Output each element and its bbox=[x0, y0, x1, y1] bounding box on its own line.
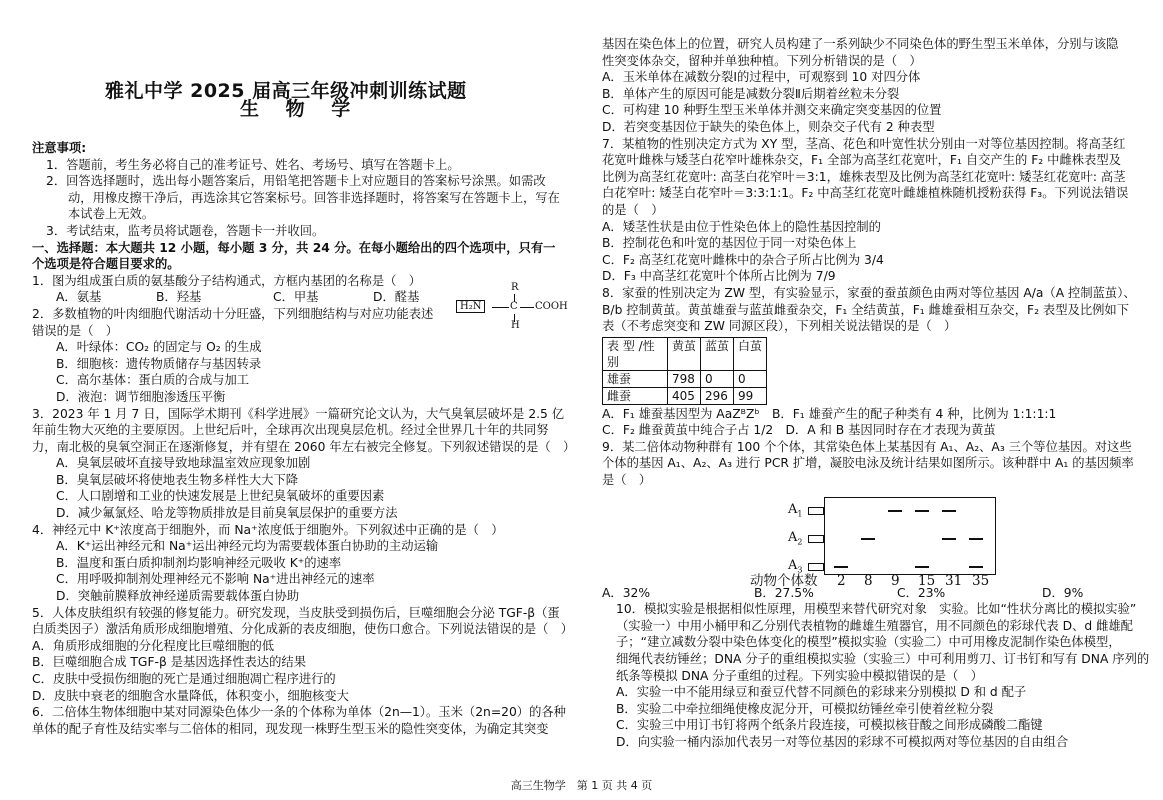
text-line: 年前生物大灭绝的主要原因。上世纪后叶，全球再次出现臭层危机。经过全世界几十年的共同努 bbox=[32, 423, 549, 438]
arrow-icon bbox=[808, 507, 824, 515]
chem-cooh: COOH bbox=[535, 301, 568, 312]
page-footer: 高三生物学 第 1 页 共 4 页 bbox=[510, 779, 653, 792]
text-line: A．角质形成细胞的分化程度比巨噬细胞的低 bbox=[32, 638, 275, 653]
table-cell: 雄蚕 bbox=[603, 370, 668, 387]
exam-title: 雅礼中学 2025 届高三年级冲刺训练试题 bbox=[105, 80, 467, 102]
text-line: B．单体产生的原因可能是减数分裂Ⅱ后期着丝粒未分裂 bbox=[602, 86, 900, 101]
allele-label: $A_2$ bbox=[788, 529, 803, 547]
chem-r: R bbox=[511, 282, 519, 293]
exam-subject: 生 物 学 bbox=[240, 98, 361, 120]
questions-6-8 bbox=[602, 36, 1147, 335]
bond bbox=[492, 307, 509, 308]
text-line: 10．模拟实验是根据相似性原理，用模型来替代研究对象 实验。比如“性状分离比的模拟实验” bbox=[616, 602, 1137, 617]
text-line: 的是（ ） bbox=[602, 202, 664, 217]
right-column bbox=[602, 36, 1150, 751]
table-cell: 798 bbox=[668, 370, 701, 387]
text-line: 1．答题前，考生务必将自己的准考证号、姓名、考场号、填写在答题卡上。 bbox=[46, 157, 460, 172]
gel-band bbox=[861, 538, 875, 540]
q9-options bbox=[602, 585, 1147, 602]
count-label: 35 bbox=[972, 572, 990, 589]
gel-band bbox=[942, 538, 956, 540]
text-line: D．F₃ 中高茎红花宽叶个体所占比例为 7/9 bbox=[602, 269, 836, 284]
text-line: 本试卷上无效。 bbox=[68, 207, 155, 222]
text-line: C．F₂ 雌蚕黄茧中纯合子占 1/2 D．A 和 B 基因同时存在才表现为黄茧 bbox=[602, 423, 996, 438]
text-line: B．控制花色和叶宽的基因位于同一对染色体上 bbox=[602, 236, 857, 251]
bond bbox=[520, 307, 534, 308]
table-row bbox=[603, 370, 767, 387]
option: D．醛基 bbox=[373, 290, 420, 305]
chem-h2n-box: H₂N bbox=[456, 300, 485, 313]
amino-acid-structure-figure bbox=[452, 282, 568, 332]
table-row bbox=[603, 387, 767, 404]
option: B．27.5% bbox=[754, 585, 814, 600]
allele-label: $A_1$ bbox=[788, 501, 803, 519]
chem-c: C bbox=[510, 301, 518, 312]
gel-band bbox=[834, 566, 848, 568]
gel-band bbox=[915, 510, 929, 512]
table-header-cell: 黄茧 bbox=[668, 337, 701, 370]
text-line: A．实验一中不能用绿豆和蚕豆代替不同颜色的彩球来分别模拟 D 和 d 配子 bbox=[616, 685, 1027, 700]
gel-band bbox=[915, 566, 929, 568]
text-line: C．人口剧增和工业的快速发展是上世纪臭氧破坏的重要因素 bbox=[56, 489, 385, 504]
gel-electrophoresis-figure bbox=[602, 489, 1147, 589]
text-line: 3．2023 年 1 月 7 日，国际学术期刊《科学进展》一篇研究论文认为，大气臭氧层破坏是 2.5 亿 bbox=[32, 406, 565, 421]
table-cell: 99 bbox=[734, 387, 767, 404]
text-line: B．巨噬细胞合成 TGF-β 是基因选择性表达的结果 bbox=[32, 655, 306, 670]
count-label: 15 bbox=[918, 572, 936, 589]
text-line: A．叶绿体：CO₂ 的固定与 O₂ 的生成 bbox=[56, 340, 262, 355]
text-line: 2．多数植物的叶肉细胞代谢活动十分旺盛，下列细胞结构与对应功能表述 bbox=[32, 306, 434, 321]
option: C．23% bbox=[897, 585, 946, 600]
text-line: D．若突变基因位于缺失的染色体上，则杂交子代有 2 种表型 bbox=[602, 119, 935, 134]
text-line: B．温度和蛋白质抑制剂均影响神经元吸收 K⁺的速率 bbox=[56, 555, 342, 570]
text-line: 白花窄叶: 矮茎白花窄叶＝3:3:1:1。F₂ 中高茎红花宽叶雌雄植株随机授粉获得 F₃。下列说法错误 bbox=[602, 186, 1129, 201]
text-line: C．实验三中用订书钉将两个纸条片段连接，可模拟核苷酸之间形成磷酸二酯键 bbox=[616, 718, 1043, 733]
chem-h: H bbox=[511, 320, 520, 331]
table-cell: 0 bbox=[734, 370, 767, 387]
text-line: C．用呼吸抑制剂处理神经元不影响 Na⁺进出神经元的速率 bbox=[56, 572, 375, 587]
text-line: 错误的是（ ） bbox=[32, 323, 119, 338]
left-column bbox=[32, 140, 577, 737]
text-line: 6．二倍体生物体细胞中某对同源染色体少一条的个体称为单体（2n—1）。玉米（2n=20）的各种 bbox=[32, 705, 566, 720]
text-line: C．高尔基体：蛋白质的合成与加工 bbox=[56, 373, 250, 388]
text-line: D．皮肤中衰老的细胞含水量降低，体积变小，细胞核变大 bbox=[32, 688, 349, 703]
count-label: 31 bbox=[945, 572, 963, 589]
text-line: 表（不考虑突变和 ZW 同源区段），下列相关说法错误的是（ ） bbox=[602, 319, 957, 334]
text-line: C．F₂ 高茎红花宽叶雌株中的杂合子所占比例为 3/4 bbox=[602, 252, 884, 267]
table-cell: 296 bbox=[701, 387, 734, 404]
allele-label: $A_3$ bbox=[788, 557, 803, 575]
text-line: A．臭氧层破坏直接导致地球温室效应现象加剧 bbox=[56, 456, 311, 471]
text-line: 4．神经元中 K⁺浓度高于细胞外，而 Na⁺浓度低于细胞外。下列叙述中正确的是（ ） bbox=[32, 522, 504, 537]
text-line: 力，南北极的臭氧空洞正在逐渐修复，并有望在 2060 年左右被完全修复。下列叙述错误的是（ ） bbox=[32, 439, 576, 454]
text-line: 纸条等模拟 DNA 分子重组的过程。下列实验中模拟错误的是（ ） bbox=[616, 668, 983, 683]
text-line: 基因在染色体上的位置，研究人员构建了一系列缺少不同染色体的野生型玉米单体，分别与该隐 bbox=[602, 37, 1119, 51]
text-line: A．K⁺运出神经元和 Na⁺运出神经元均为需要载体蛋白协助的主动运输 bbox=[56, 539, 439, 554]
table-header-cell: 白茧 bbox=[734, 337, 767, 370]
text-line: B．臭氧层破坏将使地表生物多样性大大下降 bbox=[56, 472, 299, 487]
gel-box bbox=[824, 497, 996, 575]
text-line: 2．回答选择题时，选出每小题答案后，用铅笔把答题卡上对应题目的答案标号涂黑。如需改 bbox=[46, 174, 546, 189]
text-line: D．减少氟氯烃、哈龙等物质排放是目前臭氧层保护的重要方法 bbox=[56, 506, 398, 521]
text-line: 个体的基因 A₁、A₂、A₃ 进行 PCR 扩增，凝胶电泳及统计结果如图所示。该种群中 A₁ 的基因频率 bbox=[602, 456, 1134, 471]
text-line: 一、选择题：本大题共 12 小题，每小题 3 分，共 24 分。在每小题给出的四个选项中，只有一 bbox=[32, 240, 556, 255]
text-line: 5．人体皮肤组织有较强的修复能力。研究发现，当皮肤受到损伤后，巨噬细胞会分泌 TGF-β（蛋 bbox=[32, 605, 560, 620]
table-cell: 0 bbox=[701, 370, 734, 387]
text-line: 细绳代表纺锤丝；DNA 分子的重组模拟实验（实验三）中可利用剪刀、订书钉和写有 DNA 序列的 bbox=[616, 652, 1150, 667]
gel-band bbox=[942, 510, 956, 512]
text-line: （实验一）中用小桶甲和乙分别代表植物的雌雄生殖器官，用不同颜色的彩球代表 D、d 雌雄配 bbox=[616, 618, 1133, 633]
text-line: A．玉米单体在减数分裂Ⅰ的过程中，可观察到 10 对四分体 bbox=[602, 70, 921, 85]
text-line: A．矮茎性状是由位于性染色体上的隐性基因控制的 bbox=[602, 219, 881, 234]
option: C．甲基 bbox=[273, 290, 319, 305]
text-line: B．细胞核：遗传物质储存与基因转录 bbox=[56, 356, 262, 371]
text-line: 花宽叶雌株与矮茎白花窄叶雄株杂交，F₁ 全部为高茎红花宽叶，F₁ 自交产生的 F₂ 中雌株表型及 bbox=[602, 153, 1121, 168]
text-line: 个选项是符合题目要求的。 bbox=[32, 257, 180, 272]
text-line: A．F₁ 雄蚕基因型为 AaZᴮZᵇ B．F₁ 雄蚕产生的配子种类有 4 种，比例为 1:1:1:1 bbox=[602, 406, 1057, 421]
text-line: D．液泡：调节细胞渗透压平衡 bbox=[56, 389, 226, 404]
option: A．氨基 bbox=[56, 290, 102, 305]
text-line: 比例为高茎红花宽叶: 高茎白花窄叶＝3:1，雄株表型及比例为高茎红花宽叶: 矮茎红花宽叶: 高茎 bbox=[602, 169, 1126, 184]
count-label: 8 bbox=[864, 572, 873, 589]
table-header-cell: 表 型 /性别 bbox=[603, 337, 668, 370]
text-line: 1．图为组成蛋白质的氨基酸分子结构通式，方框内基团的名称是（ ） bbox=[32, 273, 422, 288]
text-line: 8．家蚕的性别决定为 ZW 型，有实验显示，家蚕的蚕茧颜色由两对等位基因 A/a（A 控制蓝茧）、 bbox=[602, 285, 1136, 300]
text-line: 白质类因子）激活角质形成细胞增殖、分化成新的表皮细胞，使伤口愈合。下列说法错误的是（ ） bbox=[32, 622, 574, 637]
option: D．9% bbox=[1042, 585, 1084, 600]
table-header-cell: 蓝茧 bbox=[701, 337, 734, 370]
text-line: 注意事项: bbox=[32, 141, 87, 155]
count-label: 9 bbox=[891, 572, 900, 589]
text-line: C．可构建 10 种野生型玉米单体并测交来确定突变基因的位置 bbox=[602, 103, 942, 118]
text-line: C．皮肤中受损伤细胞的死亡是通过细胞凋亡程序进行的 bbox=[32, 672, 336, 686]
text-line: 性突变体杂交，留种并单独种植。下列分析错误的是（ ） bbox=[602, 53, 922, 68]
question-10 bbox=[602, 601, 1150, 750]
silkworm-table bbox=[602, 337, 767, 405]
table-header-row bbox=[603, 337, 767, 370]
text-line: 子；“建立减数分裂中染色体变化的模型”模拟实验（实验二）中可用橡皮泥制作染色体模型， bbox=[616, 635, 1121, 650]
arrow-icon bbox=[808, 535, 824, 543]
text-line: 单体的配子育性及结实率与二倍体的相同，现发现一株野生型玉米的隐性突变体，为确定其突变 bbox=[32, 721, 549, 736]
arrow-icon bbox=[808, 563, 824, 571]
text-line: D．突触前膜释放神经递质需要载体蛋白协助 bbox=[56, 589, 300, 604]
questions-8-9 bbox=[602, 406, 1147, 489]
text-line: 是（ ） bbox=[602, 473, 652, 488]
text-line: 3．考试结束，监考员将试题卷，答题卡一并收回。 bbox=[46, 223, 325, 238]
x-axis-label: 动物个体数 bbox=[750, 572, 818, 589]
text-line: D．向实验一桶内添加代表另一对等位基因的彩球不可模拟两对等位基因的自由组合 bbox=[616, 735, 1069, 749]
gel-band bbox=[969, 566, 983, 568]
count-label: 2 bbox=[837, 572, 846, 589]
gel-band bbox=[969, 538, 983, 540]
option: A．32% bbox=[602, 585, 651, 600]
option: B．羟基 bbox=[156, 290, 202, 305]
text-line: 9．某二倍体动物种群有 100 个个体，其常染色体上某基因有 A₁、A₂、A₃ 三个等位基因。对这些 bbox=[602, 439, 1132, 454]
table-cell: 雌蚕 bbox=[603, 387, 668, 404]
gel-band bbox=[888, 510, 902, 512]
table-cell: 405 bbox=[668, 387, 701, 404]
text-line: 动，用橡皮擦干净后，再选涂其它答案标号。回答非选择题时，将答案写在答题卡上，写在 bbox=[68, 190, 560, 205]
text-line: B/b 控制黄茧。黄茧雄蚕与蓝茧雌蚕杂交，F₁ 全结黄茧，F₁ 雌雄蚕相互杂交，F₂ 表型及比例如下 bbox=[602, 302, 1130, 317]
text-line: B．实验二中牵拉细绳使橡皮泥分开，可模拟纺锤丝牵引使着丝粒分裂 bbox=[616, 701, 994, 716]
text-line: 7．某植物的性别决定方式为 XY 型，茎高、花色和叶宽性状分别由一对等位基因控制。将高茎红 bbox=[602, 136, 1126, 151]
